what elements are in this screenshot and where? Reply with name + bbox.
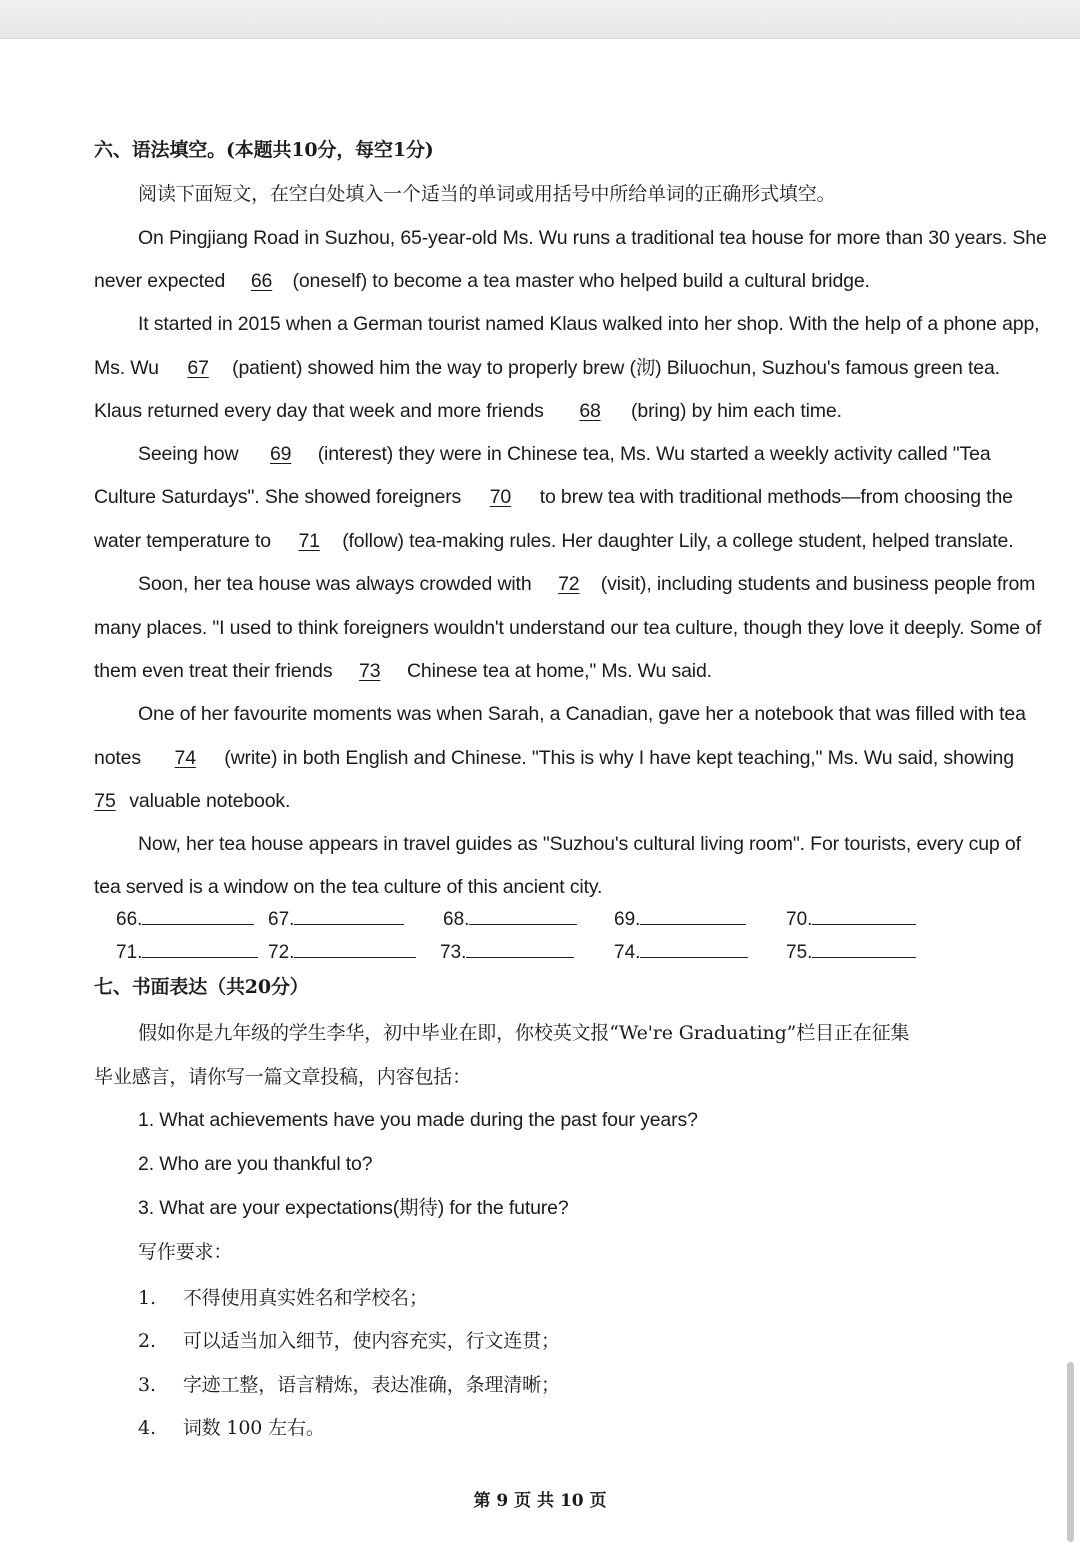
answer-label: 73. bbox=[440, 942, 467, 963]
requirement-text: 不得使用真实姓名和学校名； bbox=[182, 1287, 428, 1309]
blank-71: 71 bbox=[298, 530, 320, 552]
requirement-item bbox=[138, 1285, 428, 1311]
passage-line bbox=[94, 355, 1000, 381]
passage-line bbox=[138, 571, 1035, 597]
passage-text: One of her favourite moments was when Sarah, a Canadian, gave her a notebook that was filled with tea bbox=[138, 703, 1026, 725]
requirement-number: 3. bbox=[138, 1374, 156, 1396]
answer-line bbox=[812, 908, 916, 925]
blank-75: 75 bbox=[94, 790, 116, 812]
passage-line bbox=[138, 225, 1047, 251]
viewer-top-bar bbox=[0, 0, 1080, 39]
answer-label: 74. bbox=[614, 942, 641, 963]
blank-67: 67 bbox=[187, 357, 209, 379]
answer-line bbox=[142, 908, 254, 925]
answer-line bbox=[640, 908, 746, 925]
blank-68: 68 bbox=[579, 400, 601, 422]
section7-prompt: 毕业感言，请你写一篇文章投稿，内容包括： bbox=[94, 1066, 472, 1088]
section7-prompt: 假如你是九年级的学生李华，初中毕业在即，你校英文报“We're Graduating”栏目正在征集 bbox=[138, 1022, 910, 1044]
passage-text: Culture Saturdays". She showed foreigners bbox=[94, 486, 467, 508]
blank-72: 72 bbox=[558, 573, 580, 595]
passage-line bbox=[94, 658, 712, 684]
answer-label: 66. bbox=[116, 909, 143, 930]
passage-text: never expected bbox=[94, 270, 231, 292]
passage-line bbox=[138, 831, 1021, 857]
blank-66: 66 bbox=[250, 270, 273, 292]
requirement-number: 1. bbox=[138, 1287, 156, 1309]
requirement-text: 可以适当加入细节，使内容充实，行文连贯； bbox=[182, 1330, 560, 1352]
requirements-title: 写作要求： bbox=[138, 1241, 233, 1263]
passage-text: (bring) by him each time. bbox=[631, 400, 842, 422]
question-item: 3. What are your expectations(期待) for the future? bbox=[138, 1197, 569, 1219]
answer-blank-71[interactable] bbox=[116, 940, 258, 966]
passage-line bbox=[138, 441, 991, 467]
answer-label: 71. bbox=[116, 942, 143, 963]
passage-line bbox=[94, 788, 290, 814]
passage-text: (oneself) to become a tea master who helped build a cultural bridge. bbox=[292, 270, 870, 292]
passage-line bbox=[138, 311, 1039, 337]
requirement-text: 字迹工整，语言精炼，表达准确，条理清晰； bbox=[182, 1374, 560, 1396]
answer-line bbox=[142, 941, 258, 958]
blank-73: 73 bbox=[359, 660, 381, 682]
passage-text: water temperature to bbox=[94, 530, 277, 552]
requirement-text: 词数 100 左右。 bbox=[182, 1417, 325, 1439]
passage-text: Chinese tea at home," Ms. Wu said. bbox=[401, 660, 712, 682]
answer-blank-69[interactable] bbox=[614, 907, 746, 933]
requirement-number: 4. bbox=[138, 1417, 156, 1439]
passage-line bbox=[94, 528, 1013, 554]
requirement-number: 2. bbox=[138, 1330, 156, 1352]
answer-blank-75[interactable] bbox=[786, 940, 916, 966]
passage-text: valuable notebook. bbox=[124, 790, 291, 812]
passage-text: Soon, her tea house was always crowded with bbox=[138, 573, 537, 595]
requirement-item bbox=[138, 1372, 560, 1398]
answer-label: 72. bbox=[268, 942, 295, 963]
answer-line bbox=[466, 941, 574, 958]
passage-line bbox=[94, 874, 602, 900]
answer-line bbox=[294, 941, 416, 958]
requirement-item bbox=[138, 1415, 325, 1441]
section6-instruction: 阅读下面短文，在空白处填入一个适当的单词或用括号中所给单词的正确形式填空。 bbox=[138, 183, 836, 205]
answer-label: 70. bbox=[786, 909, 813, 930]
passage-text: On Pingjiang Road in Suzhou, 65-year-old Ms. Wu runs a traditional tea house for more than 30 years. She bbox=[138, 227, 1047, 249]
answer-blank-68[interactable] bbox=[443, 907, 577, 933]
passage-line bbox=[138, 701, 1026, 727]
answer-line bbox=[640, 941, 748, 958]
passage-text: Ms. Wu bbox=[94, 357, 165, 379]
passage-text: (follow) tea-making rules. Her daughter Lily, a college student, helped translate. bbox=[342, 530, 1014, 552]
requirement-item bbox=[138, 1328, 560, 1354]
answer-line bbox=[294, 908, 404, 925]
answer-label: 69. bbox=[614, 909, 641, 930]
answer-blank-67[interactable] bbox=[268, 907, 404, 933]
answer-blank-73[interactable] bbox=[440, 940, 574, 966]
passage-line bbox=[94, 615, 1042, 641]
passage-line bbox=[94, 745, 1014, 771]
blank-74: 74 bbox=[174, 747, 196, 769]
question-item: 1. What achievements have you made during the past four years? bbox=[138, 1109, 698, 1131]
vertical-scrollbar[interactable] bbox=[1067, 1362, 1074, 1542]
section7-heading: 七、书面表达（共20分） bbox=[94, 976, 309, 998]
passage-text: them even treat their friends bbox=[94, 660, 338, 682]
answer-line bbox=[469, 908, 577, 925]
answer-label: 67. bbox=[268, 909, 295, 930]
question-item: 2. Who are you thankful to? bbox=[138, 1153, 373, 1175]
passage-line bbox=[94, 268, 870, 294]
answer-label: 75. bbox=[786, 942, 813, 963]
passage-line bbox=[94, 484, 1013, 510]
passage-text: (visit), including students and business people from bbox=[600, 573, 1036, 595]
passage-text: (patient) showed him the way to properly brew (沏) Biluochun, Suzhou's famous green tea. bbox=[232, 357, 1000, 379]
blank-69: 69 bbox=[269, 443, 292, 465]
blank-70: 70 bbox=[489, 486, 512, 508]
section6-heading: 六、语法填空。(本题共10分，每空1分) bbox=[94, 139, 434, 161]
passage-text: (write) in both English and Chinese. "This is why I have kept teaching," Ms. Wu said, showing bbox=[224, 747, 1014, 769]
passage-text: (interest) they were in Chinese tea, Ms. Wu started a weekly activity called "Tea bbox=[317, 443, 991, 465]
passage-line bbox=[94, 398, 842, 424]
page-number: 第 9 页 共 10 页 bbox=[473, 1491, 607, 1511]
answer-label: 68. bbox=[443, 909, 470, 930]
exam-page bbox=[0, 40, 1080, 1549]
answer-blank-72[interactable] bbox=[268, 940, 416, 966]
passage-text: many places. "I used to think foreigners wouldn't understand our tea culture, though they love it deeply. Some of bbox=[94, 617, 1042, 639]
answer-blank-74[interactable] bbox=[614, 940, 748, 966]
passage-text: to brew tea with traditional methods—from choosing the bbox=[534, 486, 1013, 508]
passage-text: Seeing how bbox=[138, 443, 244, 465]
passage-text: Klaus returned every day that week and more friends bbox=[94, 400, 550, 422]
passage-text: notes bbox=[94, 747, 147, 769]
answer-line bbox=[812, 941, 916, 958]
passage-text: Now, her tea house appears in travel guides as "Suzhou's cultural living room". For tourists, every cup of bbox=[138, 833, 1021, 855]
answer-blank-66[interactable] bbox=[116, 907, 254, 933]
answer-blank-70[interactable] bbox=[786, 907, 916, 933]
passage-text: tea served is a window on the tea culture of this ancient city. bbox=[94, 876, 603, 898]
passage-text: It started in 2015 when a German tourist named Klaus walked into her shop. With the help of a phone app, bbox=[138, 313, 1040, 335]
